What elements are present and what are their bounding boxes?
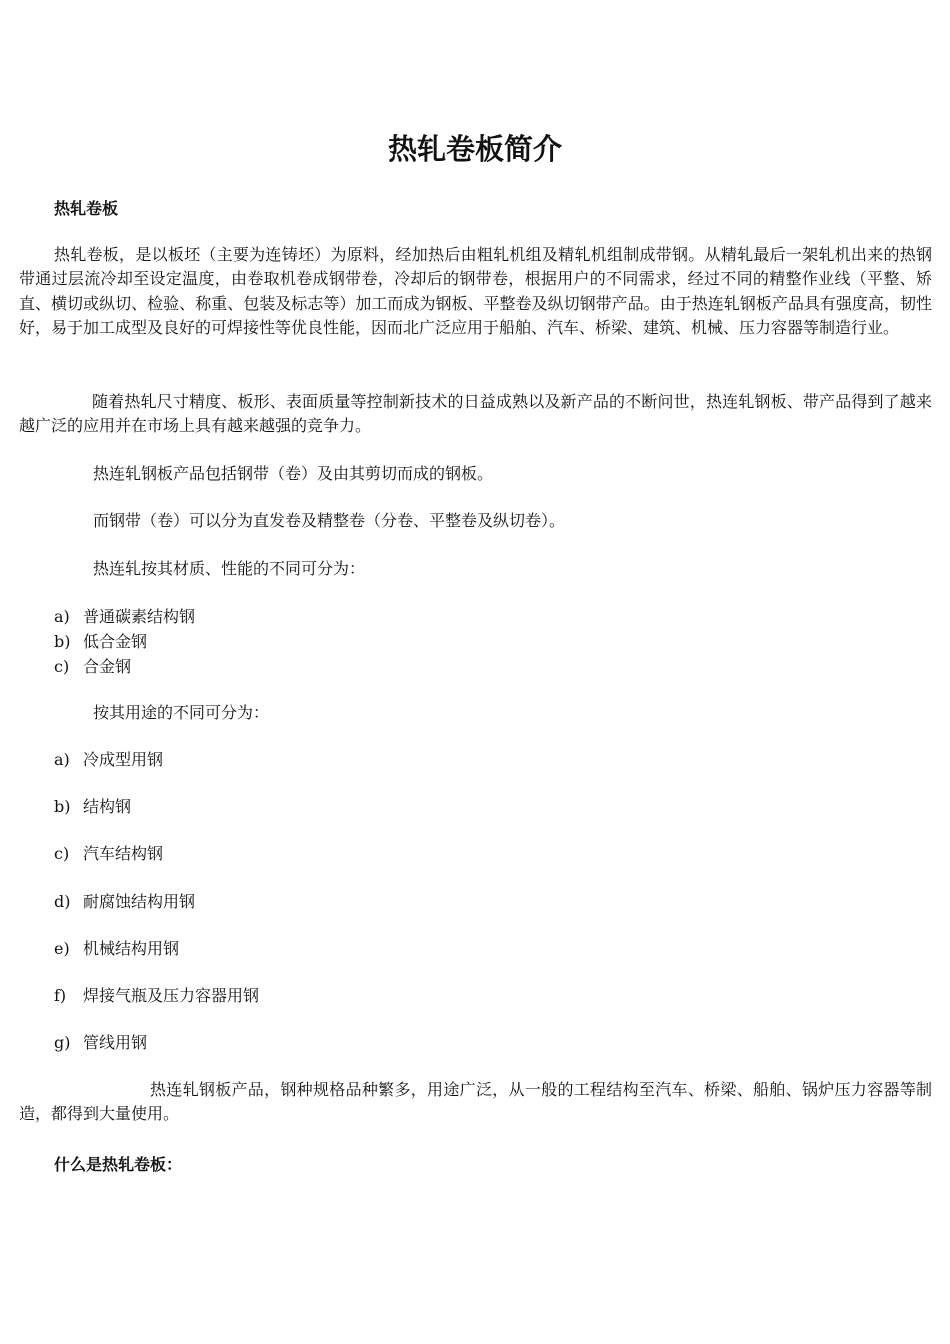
list-item xyxy=(54,629,195,654)
list-marker: c) xyxy=(54,657,70,676)
paragraph-applications: 热连轧钢板产品，钢种规格品种繁多，用途广泛，从一般的工程结构至汽车、桥梁、船舶、锅炉压力容器等制造，都得到大量使用。 xyxy=(19,1080,932,1124)
list-marker: e) xyxy=(54,938,70,958)
line-usage-classification-intro: 按其用途的不同可分为： xyxy=(93,703,270,722)
list-marker: b) xyxy=(54,797,71,817)
section-heading-what-is-hot-rolled-coil: 什么是热轧卷板： xyxy=(54,1155,183,1174)
list-item-text: 冷成型用钢 xyxy=(83,750,164,769)
line-material-classification-intro: 热连轧按其材质、性能的不同可分为： xyxy=(93,559,366,578)
list-marker: g) xyxy=(54,1033,71,1053)
line-strip-classification: 而钢带（卷）可以分为直发卷及精整卷（分卷、平整卷及纵切卷）。 xyxy=(93,511,566,530)
section-heading-hot-rolled-coil: 热轧卷板 xyxy=(54,199,119,218)
list-item xyxy=(54,842,259,866)
list-marker: d) xyxy=(54,891,71,911)
list-item-text: 耐腐蚀结构用钢 xyxy=(83,891,196,911)
paragraph-technology-development: 随着热轧尺寸精度、板形、表面质量等控制新技术的日益成熟以及新产品的不断问世，热连轧钢板、带产品得到了越来越广泛的应用并在市场上具有越来越强的竞争力。 xyxy=(19,392,932,436)
paragraph-introduction: 热轧卷板，是以板坯（主要为连铸坯）为原料，经加热后由粗轧机组及精轧机组制成带钢。从精轧最后一架轧机出来的热钢带通过层流冷却至设定温度，由卷取机卷成钢带卷，冷却后的钢带卷，根据用户的不同需求，经过不同的精整作业线（平整、矫直、横切或纵切、检验、称重、包装及标志等）加工而成为钢板、平整卷及纵切钢带产品。由于热连轧钢板产品具有强度高，韧性好，易于加工成型及良好的可焊接性等优良性能，因而北广泛应用于船舶、汽车、桥梁、建筑、机械、压力容器等制造行业。 xyxy=(19,245,932,338)
usage-list xyxy=(54,748,259,1078)
list-marker: a) xyxy=(54,607,70,626)
list-item-text: 焊接气瓶及压力容器用钢 xyxy=(83,985,260,1005)
document-title: 热轧卷板简介 xyxy=(387,132,562,166)
list-marker: b) xyxy=(54,632,71,651)
list-item xyxy=(54,890,259,914)
list-item-text: 机械结构用钢 xyxy=(83,938,180,958)
line-product-composition: 热连轧钢板产品包括钢带（卷）及由其剪切而成的钢板。 xyxy=(93,464,494,483)
list-item xyxy=(54,984,259,1008)
list-item xyxy=(54,748,259,772)
list-marker: f) xyxy=(54,985,67,1005)
list-item xyxy=(54,604,195,629)
list-item xyxy=(54,654,195,679)
list-item-text: 合金钢 xyxy=(83,657,132,676)
list-marker: a) xyxy=(54,750,70,769)
list-item-text: 结构钢 xyxy=(83,797,132,817)
list-item-text: 管线用钢 xyxy=(83,1033,148,1053)
list-item-text: 汽车结构钢 xyxy=(83,844,164,864)
list-item-text: 低合金钢 xyxy=(83,632,148,651)
list-item-text: 普通碳素结构钢 xyxy=(83,607,196,626)
material-list xyxy=(54,604,195,679)
list-item xyxy=(54,795,259,819)
list-item xyxy=(54,1031,259,1055)
list-marker: c) xyxy=(54,844,70,864)
list-item xyxy=(54,937,259,961)
